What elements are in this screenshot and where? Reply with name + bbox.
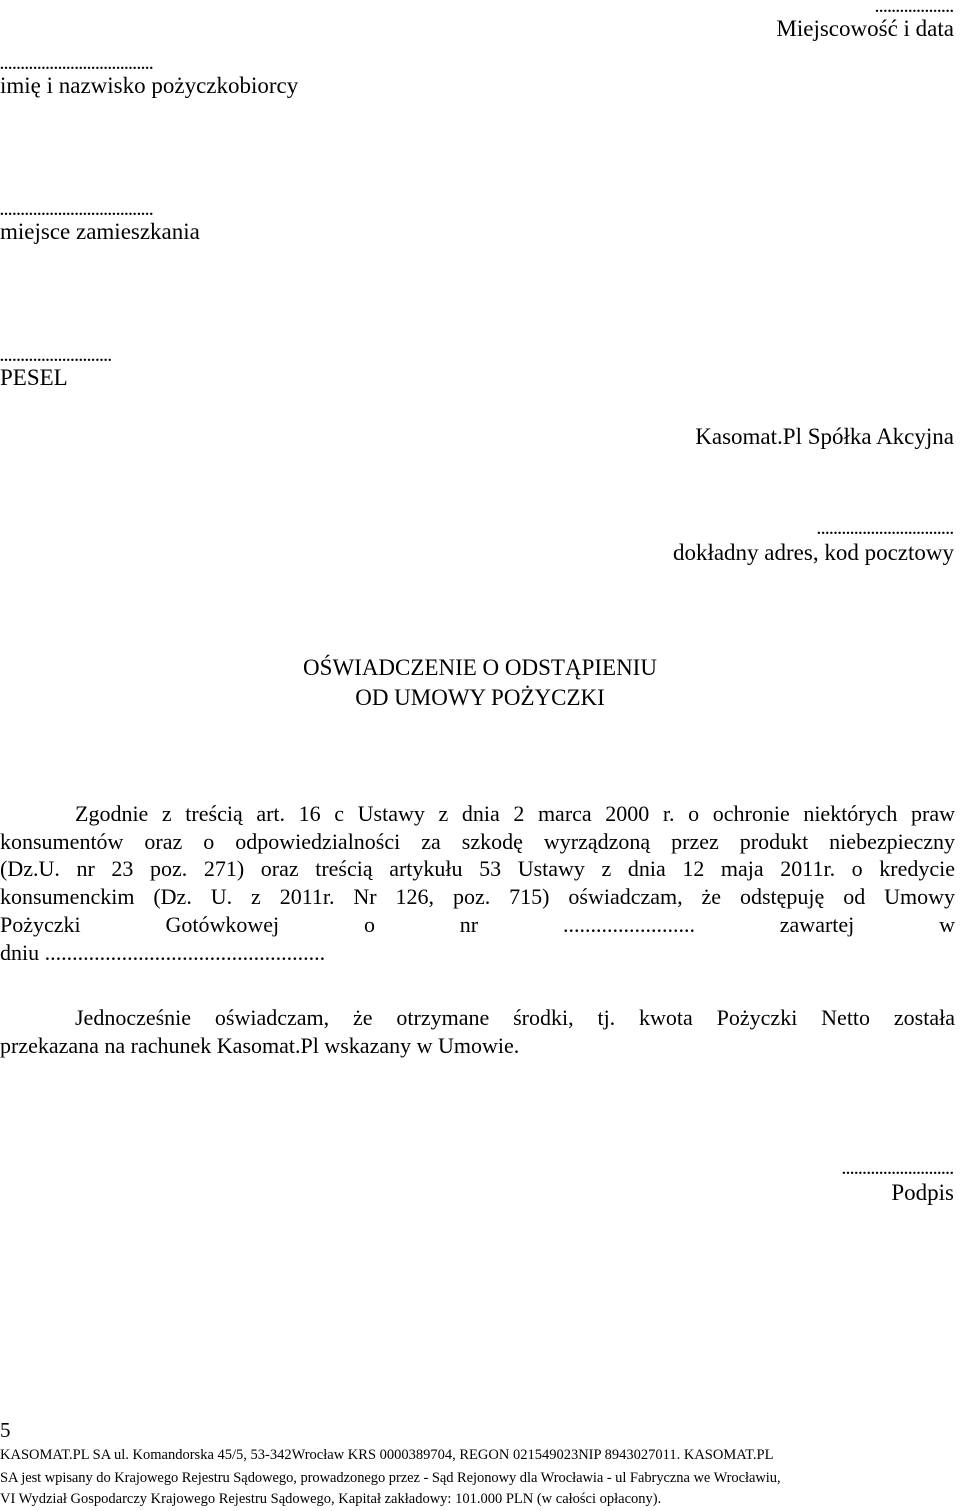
signature-label: Podpis <box>891 1180 954 1205</box>
lender-address-label: dokładny adres, kod pocztowy <box>672 540 954 565</box>
statement-line-4: konsumenckim (Dz. U. z 2011r. Nr 126, poz. 715) oświadczam, że odstępuję od Umowy <box>0 884 955 910</box>
pesel-label: PESEL <box>0 365 68 390</box>
statement-line-5: Pożyczki Gotówkowej o nr ........................ zawartej w <box>0 911 955 937</box>
statement-paragraph <box>0 800 955 966</box>
document-title-line2: OD UMOWY POŻYCZKI <box>355 685 605 710</box>
footer-registry-info: SA jest wpisany do Krajowego Rejestru Sądowego, prowadzonego przez - Sąd Rejonowy dla Wrocławia - ul Fabryczna we Wrocławiu, <box>0 1470 781 1486</box>
borrower-name-dots: ..................................... <box>0 57 154 73</box>
statement-line-3: (Dz.U. nr 23 poz. 271) oraz treścią artykułu 53 Ustawy z dnia 12 maja 2011r. o kredycie <box>0 856 955 882</box>
statement-line-2: konsumentów oraz o odpowiedzialności za szkodę wyrządzoną przez produkt niebezpieczny <box>0 828 955 854</box>
lender-company-name: Kasomat.Pl Spółka Akcyjna <box>695 424 954 449</box>
funds-line-1: Jednocześnie oświadczam, że otrzymane środki, tj. kwota Pożyczki Netto została <box>75 1005 955 1030</box>
page-number: 5 <box>0 1418 11 1442</box>
funds-paragraph <box>0 1004 955 1059</box>
funds-line-2: przekazana na rachunek Kasomat.Pl wskazany w Umowie. <box>0 1032 520 1058</box>
residence-dots: ..................................... <box>0 203 154 219</box>
place-date-dots: ................... <box>875 0 954 16</box>
place-date-label: Miejscowość i data <box>776 16 954 41</box>
residence-label: miejsce zamieszkania <box>0 219 200 244</box>
borrower-name-label: imię i nazwisko pożyczkobiorcy <box>0 73 299 98</box>
signature-dots: ........................... <box>841 1162 954 1178</box>
statement-line-6: dniu ................................................... <box>0 939 326 965</box>
pesel-dots: ........................... <box>0 349 113 365</box>
document-title-line1: OŚWIADCZENIE O ODSTĄPIENIU <box>303 655 657 680</box>
footer-capital-info: VI Wydział Gospodarczy Krajowego Rejestru Sądowego, Kapitał zakładowy: 101.000 PLN (w całości opłacony). <box>0 1491 662 1507</box>
lender-address-dots: ................................. <box>817 522 954 538</box>
footer-company-info: KASOMAT.PL SA ul. Komandorska 45/5, 53-342Wrocław KRS 0000389704, REGON 021549023NIP 8943027011. KASOMAT.PL <box>0 1447 774 1463</box>
statement-line-1: Zgodnie z treścią art. 16 c Ustawy z dnia 2 marca 2000 r. o ochronie niektórych praw <box>75 801 955 826</box>
